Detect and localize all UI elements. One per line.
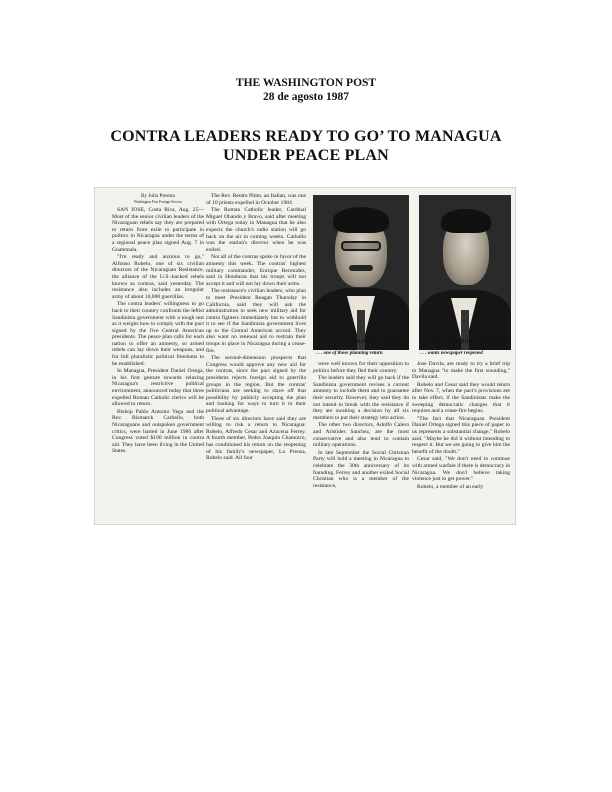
paragraph: Robelo and Cesar said they would return after Nov. 7, when the pact's provisions are to take effect, if the Sandinistas make the sweeping democratic changes that it requires and a cease-fire begins. (412, 381, 510, 415)
photo-2-name: PEDRO JOAQUIN CHAMORRO (427, 339, 507, 345)
byline (112, 193, 204, 205)
paragraph: Jose Davila, are ready to try a brief trip to Managua "to make the first sounding," Davila said. (412, 361, 510, 381)
paragraph: Not all of the contras spoke in favor of the amnesty this week. The contras' highest military commander, Enrique Bermudez, said in Honduras that his troops will not accept it and will not lay down their arms. (206, 254, 306, 287)
paragraph: SAN JOSE, Costa Rica, Aug. 25—Most of the senior civilian leaders of the Nicaraguan rebels say they are prepared to return from exile to participate in politics in Nicaragua under the terms of a regional peace plan signed Aug. 7 in Guatemala. (112, 207, 204, 253)
headline-line-1: CONTRA LEADERS READY TO GO’ TO MANAGUA (110, 128, 502, 145)
byline-author: By Julia Preston (140, 193, 175, 199)
photo-1-name: ALFONSO ROBELO (354, 339, 405, 345)
paragraph: The resistance's civilian leaders, who plan to meet President Reagan Thursday in California, said they will ask the administration to seek new military aid for contra fighters immediately but to withhold it to see if the Sandinista government lives up to the Central American accord. They also want no renewal aid to restrain their troops in place in Nicaragua during a cease-fire. (206, 288, 306, 354)
paragraph: were well known for their opposition to politics before they fled their country. (313, 361, 409, 374)
paragraph: "The fact that Nicaraguan President Daniel Ortega signed this piece of paper to us represents a substantial change," Robelo said. "Maybe he did it without intending to respect it. But we are going to give him the benefit of the doubt." (412, 415, 510, 455)
article-column-2 (206, 193, 306, 519)
headline-line-2: UNDER PEACE PLAN (223, 147, 389, 164)
paragraph: In late September the Social Christian Party will hold a meeting in Nicaragua to celebrate the 30th anniversary of its founding. Ferrey and another exiled Social Christian who is a member of the resistance, (313, 449, 409, 489)
article-column-1 (112, 193, 204, 519)
paragraph: "I'm ready and anxious to go," Alfonso Robelo, one of six civilian directors of the Nicaraguan Resistance, the alliance of the U.S.-backed rebels known as contras, said yesterday. The resistance also includes an irregular army of about 16,000 guerrillas. (112, 254, 204, 300)
photo-1-caption: . . . one of those planning return (316, 351, 383, 356)
paragraph: The second-dimension prospects that Congress would approve any new aid for the contras, since the pact signed by the presidents rejects foreign aid to guerrilla groups in the region. But the contras' politicians are seeking to stave off that possibility by publicly accepting the plan and looking for ways to turn it to their political advantage. (206, 355, 306, 414)
article-column-4 (412, 361, 510, 519)
paragraph: In Managua, President Daniel Ortega, in his first gesture towards relaxing Nicaragua's restrictive political environment, announced today that three expelled Roman Catholic clerics will be allowed to return. (112, 368, 204, 408)
paragraph: The Roman Catholic leader, Cardinal Miguel Obando y Bravo, said after meeting with Ortega today in Managua that he also expects the church's radio station will go back on the air in coming weeks. Carballo was the station's director when he was exiled. (206, 207, 306, 253)
paragraph: Cesar said, "We don't need to continue with armed warfare if there is democracy in Nicaragua. We don't believe taking violence just to get power." (412, 456, 510, 483)
publication-date: 28 de agosto 1987 (263, 91, 349, 103)
paragraph: The Rev. Benito Pitito, an Italian, was one of 10 priests expelled in October 1984. (206, 193, 306, 206)
headline (60, 127, 552, 165)
paragraph: The contra leaders' willingness to go back to their country confronts the leftist Sandinista government with a tough test as it weighs how to comply with the pact signed by the five Central American presidents. The peace plan calls for each nation to offer an amnesty, so armed rebels can lay down their weapons, and for full pluralistic political freedoms to be established. (112, 301, 204, 367)
photo-2-caption: . . . wants newspaper reopened (420, 351, 483, 356)
paragraph: The other two directors, Adolfo Calero and Aristides Sanchez, are the most conservative and also tend to contain military operations. (313, 422, 409, 449)
photo-pedro-joaquin-chamorro (419, 195, 511, 350)
article-column-3 (313, 361, 409, 519)
paragraph: Bishop Pablo Antonio Vega and the Rev. Bismarck Carballo, both Nicaraguans and outspoken government critics, were barred in June 1986 after Congress voted $100 million in contra aid. They have been living in the United States. (112, 408, 204, 455)
paragraph: The leaders said they will go back if the Sandinista government revises a current amnesty to include them and to guarantee their security. However, they said they do not intend to break with the resistance if they are awaiting a decision by all six members to put their strategy into action. (313, 375, 409, 421)
byline-org: Washington Post Foreign Service (134, 200, 182, 204)
publication-name: THE WASHINGTON POST (235, 77, 377, 89)
paragraph: Three of six directors have said they are willing to risk a return to Nicaragua: Robelo, Alfredo Cesar and Azucena Ferrey. A fourth member, Pedro Joaquin Chamorro, has conditioned his return on the reopening of his family's newspaper, La Prensa, Robelo said. All four (206, 415, 306, 462)
paragraph: Robelo, a member of an early (417, 483, 484, 490)
newspaper-clipping (94, 187, 516, 525)
photo-alfonso-robelo (313, 195, 409, 350)
